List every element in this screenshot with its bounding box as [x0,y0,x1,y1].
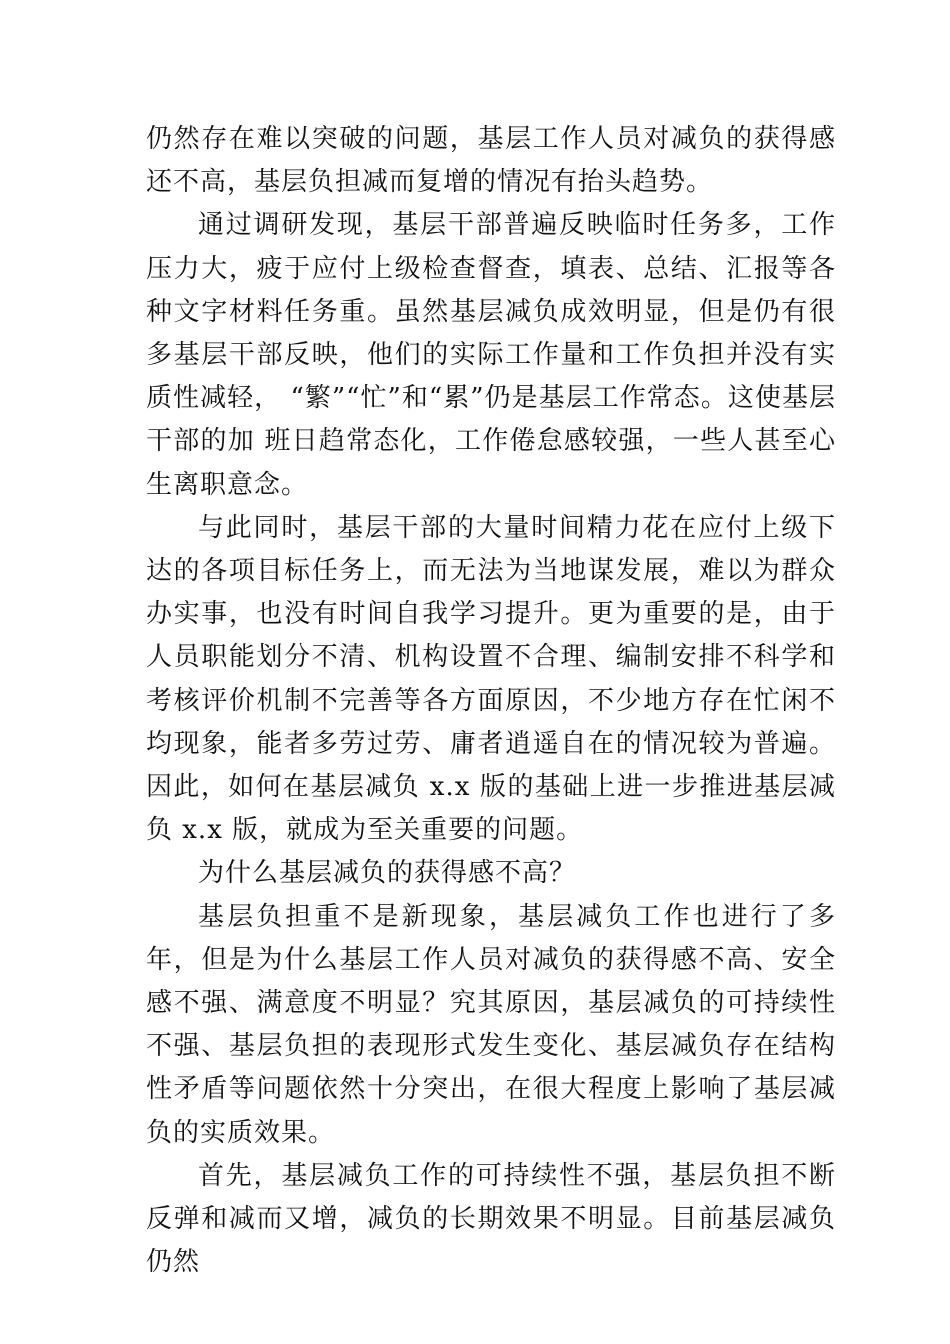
paragraph-causes: 基层负担重不是新现象，基层减负工作也进行了多年，但是为什么基层工作人员对减负的获得感不高、安全感不强、满意度不明显？究其原因，基层减负的可持续性不强、基层负担的表现形式发生变化、基层减负存在结构性矛盾等问题依然十分突出，在很大程度上影响了基层减负的实质效果。 [146,901,836,1148]
paragraph-meanwhile: 与此同时，基层干部的大量时间精力花在应付上级下达的各项目标任务上，而无法为当地谋发展，难以为群众办实事，也没有时间自我学习提升。更为重要的是，由于人员职能划分不清、机构设置不合理、编制安排不科学和考核评价机制不完善等各方面原因，不少地方存在忙闲不均现象，能者多劳过劳、庸者逍遥自在的情况较为普遍。因此，如何在基层减负 x.x 版的基础上进一步推进基层减负 x.x 版，就成为至关重要的问题。 [146,512,836,846]
paragraph-first-reason: 首先，基层减负工作的可持续性不强，基层负担不断反弹和减而又增，减负的长期效果不明显。目前基层减负仍然 [146,1160,836,1278]
document-body [146,118,836,1284]
section-heading: 为什么基层减负的获得感不高？ [198,858,577,889]
paragraph-continuation: 仍然存在难以突破的问题，基层工作人员对减负的获得感还不高，基层负担减而复增的情况有抬头趋势。 [146,124,836,198]
paragraph-survey-findings: 通过调研发现，基层干部普遍反映临时任务多，工作压力大，疲于应付上级检查督查，填表、总结、汇报等各种文字材料任务重。虽然基层减负成效明显，但是仍有很多基层干部反映，他们的实际工作量和工作负担并没有实质性减轻， “繁”“忙”和“累”仍是基层工作常态。这使基层干部的加 班日趋常态化，工作倦怠感较强，一些人甚至心生离职意念。 [146,210,836,500]
